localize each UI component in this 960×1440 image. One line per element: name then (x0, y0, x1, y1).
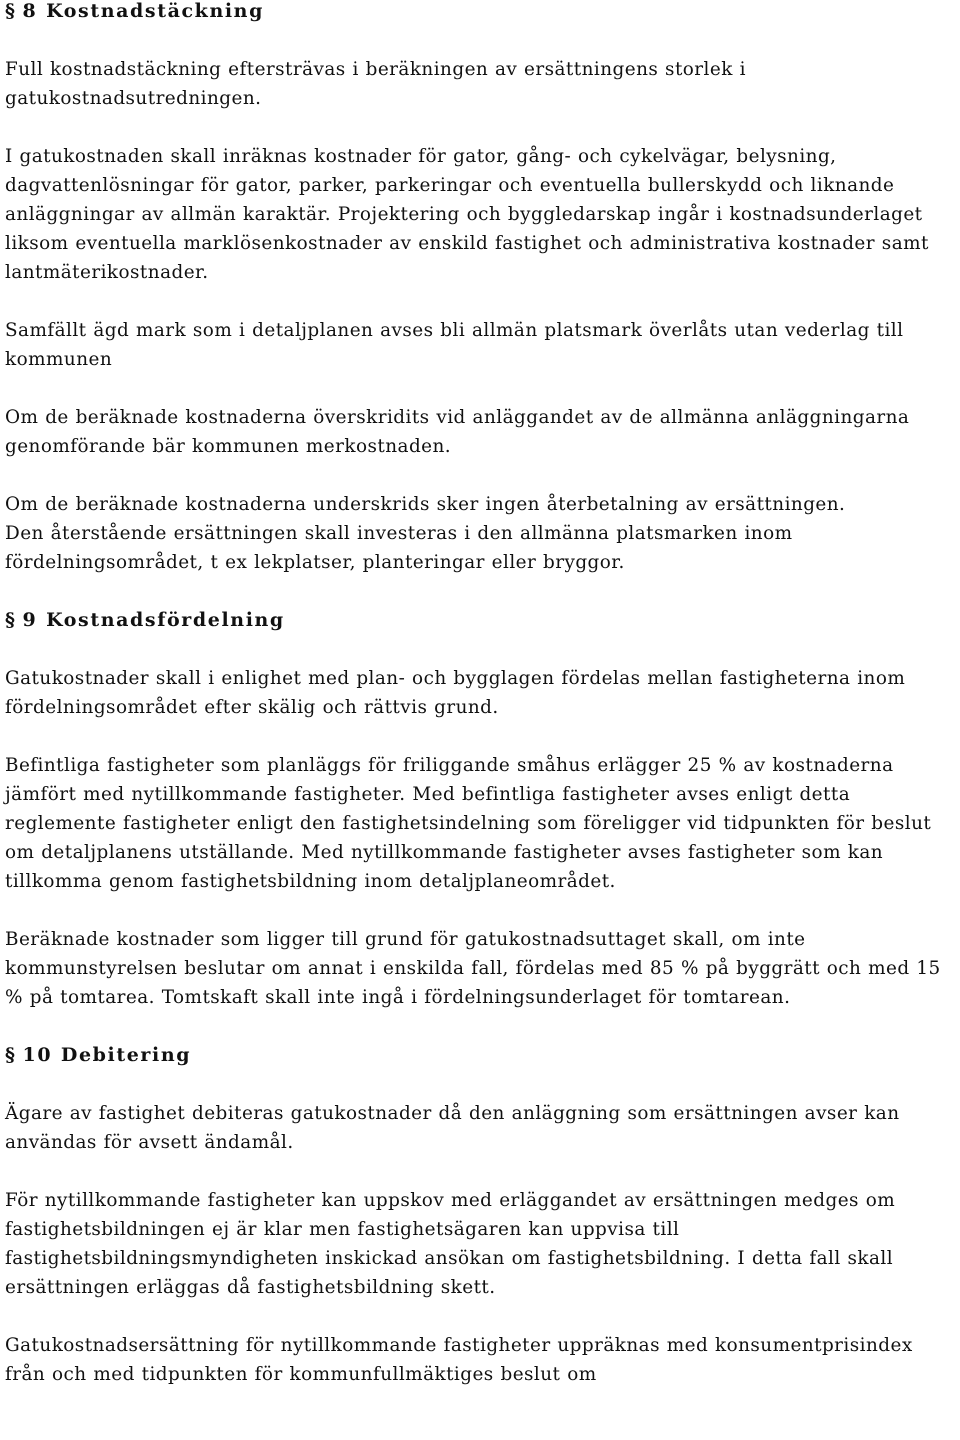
paragraph: Om de beräknade kostnaderna överskridits vid anläggandet av de allmänna anläggningarna genomförande bär kommunen merkostnaden. (5, 407, 910, 457)
paragraph: Ägare av fastighet debiteras gatukostnader då den anläggning som ersättningen avser kan användas för avsett ändamål. (5, 1103, 900, 1153)
paragraph: Gatukostnader skall i enlighet med plan- och bygglagen fördelas mellan fastigheterna inom fördelningsområdet efter skälig och rättvis grund. (5, 668, 906, 718)
paragraph: Om de beräknade kostnaderna underskrids sker ingen återbetalning av ersättningen. (5, 494, 846, 515)
section-symbol: § (5, 1044, 17, 1066)
paragraph: Den återstående ersättningen skall investeras i den allmänna platsmarken inom fördelningsområdet, t ex lekplatser, planteringar eller bryggor. (5, 523, 793, 573)
paragraph: För nytillkommande fastigheter kan uppskov med erläggandet av ersättningen medges om fastighetsbildningen ej är klar men fastighetsägaren kan uppvisa till fastighetsbildningsmyndigheten inskickad ansökan om fastighetsbildning. I detta fall skall ersättningen erläggas då fastighetsbildning skett. (5, 1190, 896, 1298)
paragraph: I gatukostnaden skall inräknas kostnader för gator, gång- och cykelvägar, belysning, dagvattenlösningar för gator, parker, parkeringar och eventuella bullerskydd och liknande anläggningar av allmän karaktär. Projektering och byggledarskap ingår i kostnadsunderlaget liksom eventuella marklösenkostnader av enskild fastighet och administrativa kostnader samt lantmäterikostnader. (5, 146, 929, 283)
paragraph: Beräknade kostnader som ligger till grund för gatukostnadsuttaget skall, om inte kommunstyrelsen beslutar om annat i enskilda fall, fördelas med 85 % på byggrätt och med 15 % på tomtarea. Tomtskaft skall inte ingå i fördelningsunderlaget för tomtarean. (5, 929, 941, 1008)
document-page (5, 0, 957, 1440)
paragraph: Gatukostnadsersättning för nytillkommande fastigheter uppräknas med konsumentprisindex från och med tidpunkten för kommunfullmäktiges beslut om (5, 1335, 913, 1385)
section-heading-kostnadstackning (5, 0, 957, 26)
paragraph: Samfällt ägd mark som i detaljplanen avses bli allmän platsmark överlåts utan vederlag till kommunen (5, 320, 904, 370)
section-heading-debitering (5, 1041, 957, 1070)
section-heading-kostnadsfordelning (5, 606, 957, 635)
paragraph: Befintliga fastigheter som planläggs för friliggande småhus erlägger 25 % av kostnaderna jämfört med nytillkommande fastigheter. Med befintliga fastigheter avses enligt detta reglemente fastigheter enligt den fastighetsindelning som föreligger vid tidpunkten för beslut om detaljplanens utställande. Med nytillkommande fastigheter avses fastigheter som kan tillkomma genom fastighetsbildning inom detaljplaneområdet. (5, 755, 932, 892)
section-heading-text: 9 Kostnadsfördelning (22, 609, 285, 631)
paragraph: Full kostnadstäckning eftersträvas i beräkningen av ersättningens storlek i gatukostnadsutredningen. (5, 59, 746, 109)
section-symbol: § (5, 609, 17, 631)
section-heading-text: 8 Kostnadstäckning (22, 0, 264, 22)
section-heading-text: 10 Debitering (22, 1044, 192, 1066)
section-symbol: § (5, 0, 17, 22)
